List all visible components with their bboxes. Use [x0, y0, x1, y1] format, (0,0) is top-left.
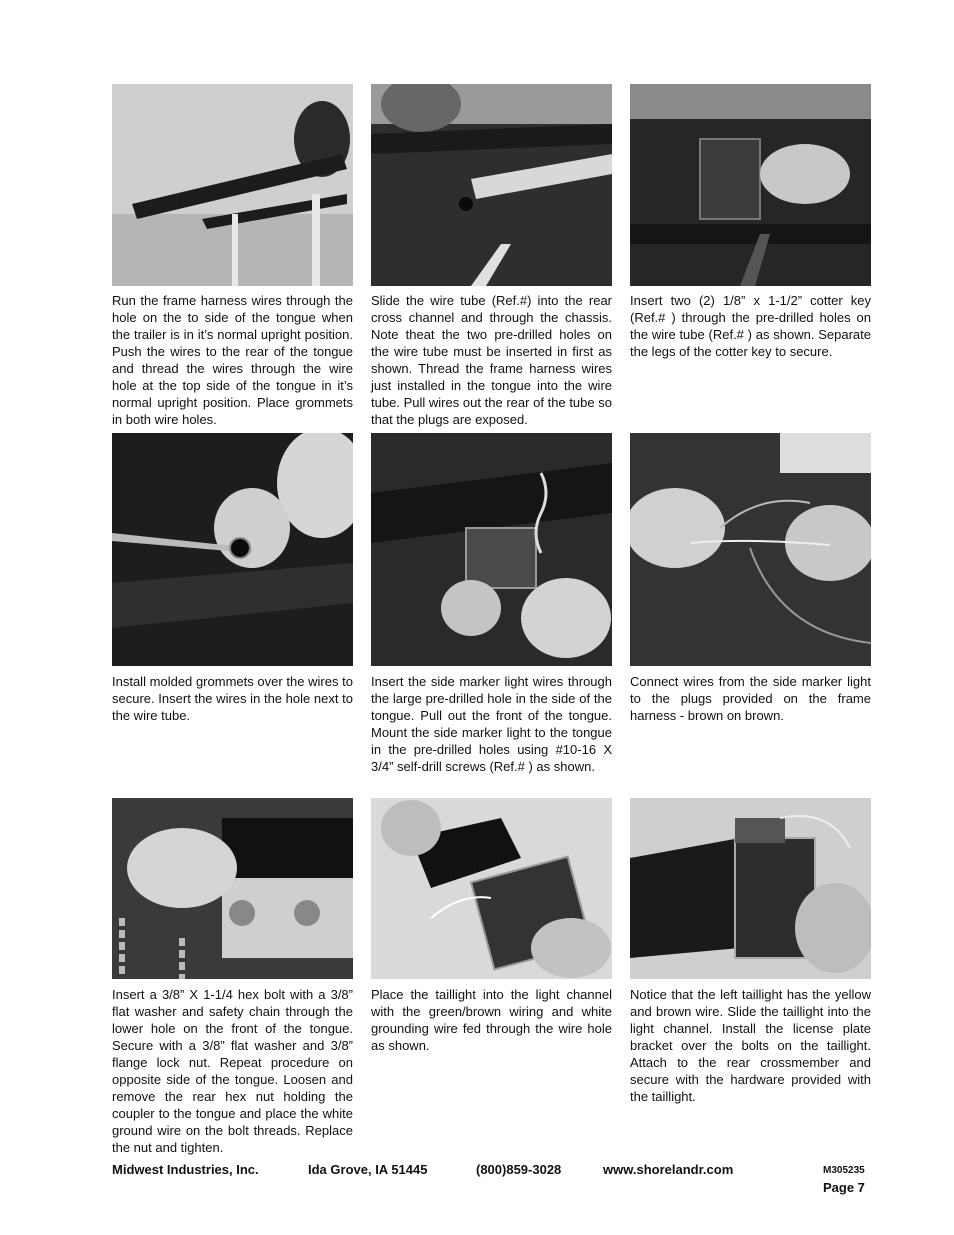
step-6-caption: Connect wires from the side marker light to the plugs provided on the frame harness - brown on brown.	[630, 674, 871, 723]
photo-safety-chain	[112, 798, 353, 979]
step-8-caption: Place the taillight into the light channel with the green/brown wiring and white grounding wire fed through the wire hole as shown.	[371, 987, 612, 1053]
step-1-caption: Run the frame harness wires through the hole on the to side of the tongue when the trailer is in it’s normal upright position. Push the wires to the rear of the tongue and thread the wires through the wire hole at the top side of the tongue in it’s normal upright position. Place grommets in both wire holes.	[112, 293, 353, 427]
step-4-caption: Install molded grommets over the wires to secure. Insert the wires in the hole next to the wire tube.	[112, 674, 353, 723]
step-5-caption: Insert the side marker light wires through the large pre-drilled hole in the side of the tongue. Pull out the front of the tongue. Mount the side marker light to the tongue in the pre-drilled holes using #10-16 X 3/4” self-drill screws (Ref.# ) as shown.	[371, 674, 612, 774]
photo-left-taillight	[630, 798, 871, 979]
step-9-caption: Notice that the left taillight has the yellow and brown wire. Slide the taillight into the light channel. Install the license plate bracket over the bolts on the taillight. Attach to the rear crossmember and secure with the hardware provided with the taillight.	[630, 987, 871, 1104]
photo-cotter-key	[630, 84, 871, 286]
footer-website: www.shorelandr.com	[603, 1162, 734, 1177]
step-7-caption: Insert a 3/8” X 1-1/4 hex bolt with a 3/8” flat washer and safety chain through the lower hole on the front of the tongue. Secure with a 3/8” flat washer and 3/8” flange lock nut. Repeat procedure on opposite side of the tongue. Loosen and remove the rear hex nut holding the coupler to the tongue and place the white ground wire on the bolt threads. Replace the nut and tighten.	[112, 987, 353, 1155]
photo-side-marker-light	[371, 433, 612, 666]
photo-tongue-frame	[112, 84, 353, 286]
footer-company: Midwest Industries, Inc.	[112, 1162, 259, 1177]
photo-connect-wires	[630, 433, 871, 666]
photo-wire-tube	[371, 84, 612, 286]
footer-location: Ida Grove, IA 51445	[308, 1162, 428, 1177]
footer-doc-code: M305235	[823, 1165, 865, 1176]
photo-molded-grommets	[112, 433, 353, 666]
step-3-caption: Insert two (2) 1/8” x 1-1/2” cotter key (Ref.# ) through the pre-drilled holes on the wire tube (Ref.# ) as shown. Separate the legs of the cotter key to secure.	[630, 293, 871, 359]
step-2-caption: Slide the wire tube (Ref.#) into the rear cross channel and through the chassis. Note theat the two pre-drilled holes on the wire tube must be inserted in first as shown. Thread the frame harness wires just installed in the tongue into the wire tube. Pull wires out the rear of the tube so that the plugs are exposed.	[371, 293, 612, 427]
photo-taillight-channel	[371, 798, 612, 979]
footer-phone: (800)859-3028	[476, 1162, 562, 1177]
footer-page-number: Page 7	[823, 1180, 865, 1195]
